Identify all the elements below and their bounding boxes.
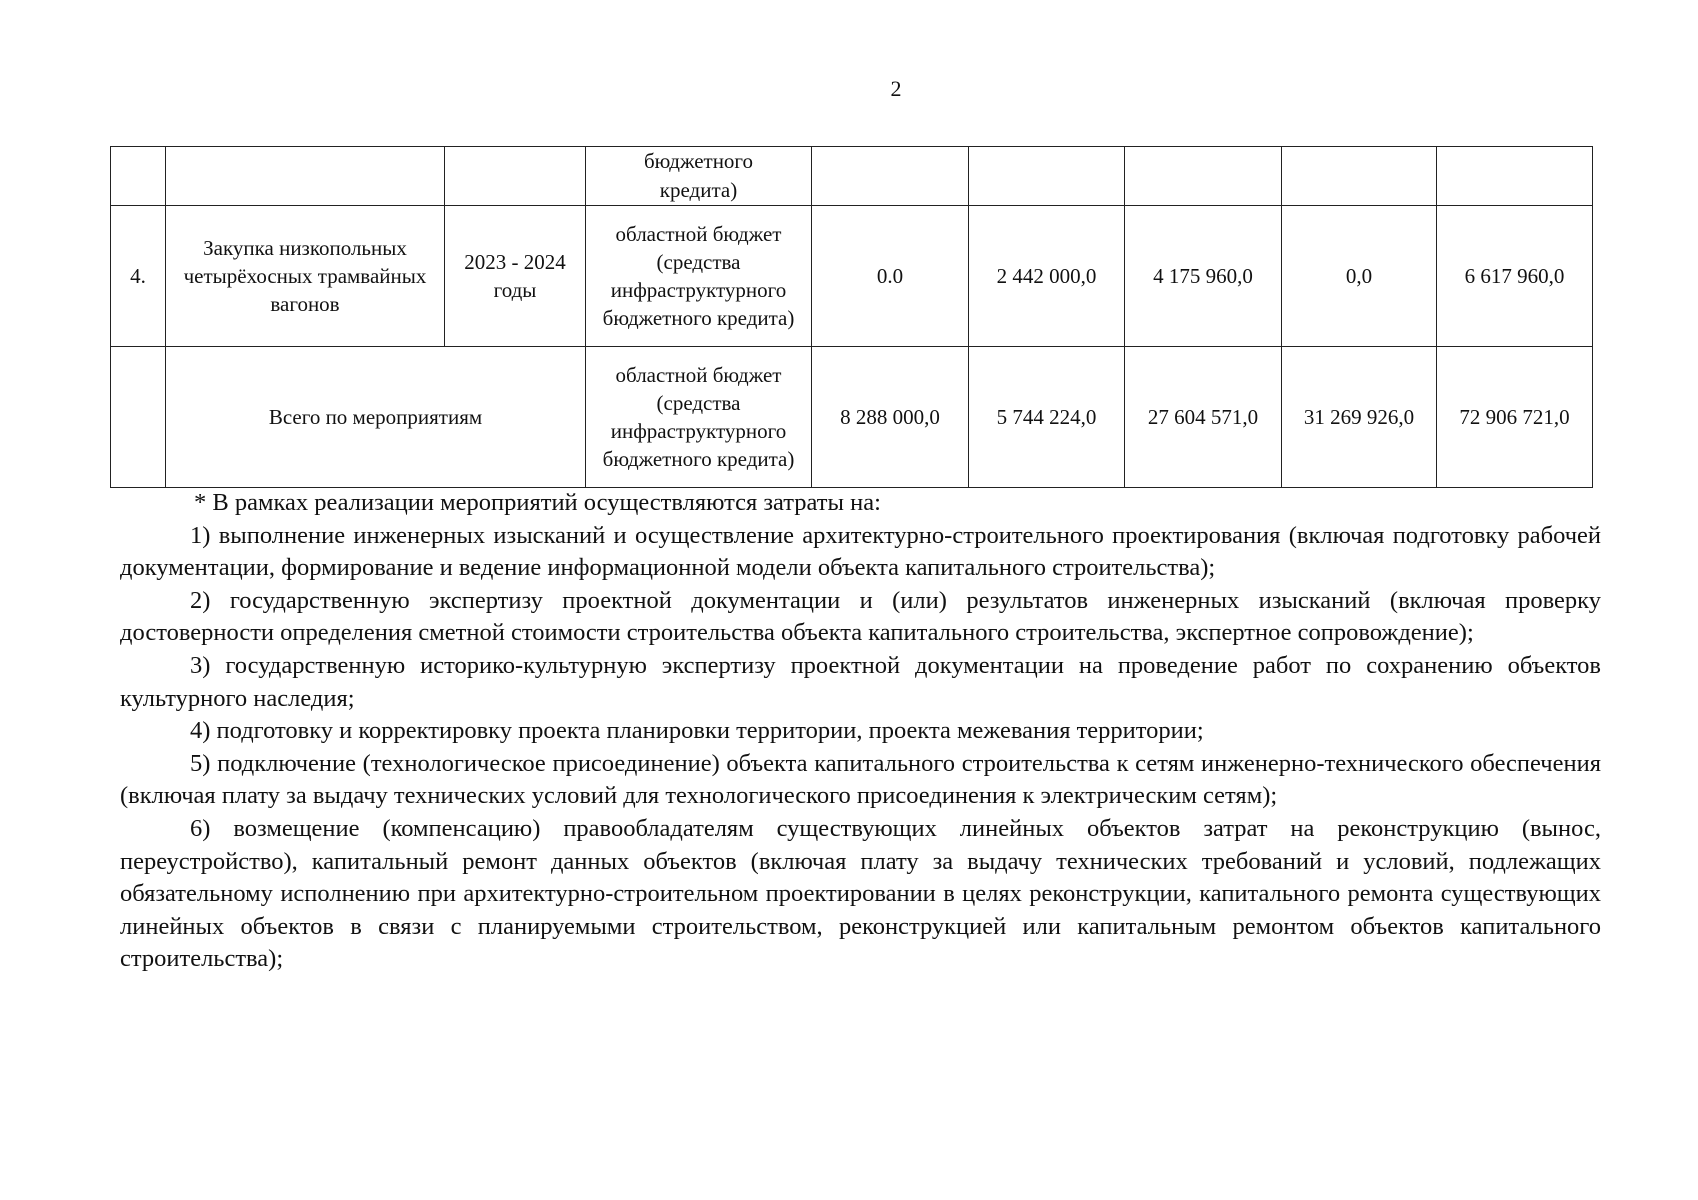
total-number-empty [111, 347, 166, 488]
item-value: 0.0 [812, 206, 969, 347]
total-label: Всего по мероприятиям [166, 347, 586, 488]
item-value: 2 442 000,0 [969, 206, 1125, 347]
footnote-item-6: 6) возмещение (компенсацию) правообладателям существующих линейных объектов затрат на реконструкцию (вынос, переустройство), капитальный ремонт данных объектов (включая плату за выдачу технических требований и условий, подлежащих обязательному исполнению при архитектурно-строительном проектировании в целях реконструкции, капитального ремонта существующих линейных объектов в связи с планируемыми строительством, реконструкцией или капитальным ремонтом объектов капитального строительства); [120, 814, 1601, 973]
total-value: 5 744 224,0 [969, 347, 1125, 488]
footnote-item-3: 3) государственную историко-культурную экспертизу проектной документации на проведение работ по сохранению объектов культурного наследия; [120, 651, 1601, 712]
table-row-total [111, 347, 1593, 488]
footnote-intro: * В рамках реализации мероприятий осуществляются затраты на: [194, 489, 881, 516]
footnote-item-1: 1) выполнение инженерных изысканий и осуществление архитектурно-строительного проектирования (включая подготовку рабочей документации, формирование и ведение информационной модели объекта капитального строительства); [120, 521, 1601, 582]
cell-value-empty [1437, 147, 1593, 206]
item-value-total: 6 617 960,0 [1437, 206, 1593, 347]
cell-period-empty [445, 147, 586, 206]
total-source: областной бюджет (средства инфраструктурного бюджетного кредита) [586, 347, 812, 488]
footnote-item-2: 2) государственную экспертизу проектной документации и (или) результатов инженерных изысканий (включая проверку достоверности определения сметной стоимости строительства объекта капитального строительства, экспертное сопровождение); [120, 586, 1601, 647]
footnote-item-5: 5) подключение (технологическое присоединение) объекта капитального строительства к сетям инженерно-технического обеспечения (включая плату за выдачу технических условий для технологического присоединения к электрическим сетям); [120, 749, 1601, 810]
item-name: Закупка низкопольных четырёхосных трамвайных вагонов [166, 206, 445, 347]
total-value: 31 269 926,0 [1282, 347, 1437, 488]
item-value: 0,0 [1282, 206, 1437, 347]
table-row-continuation [111, 147, 1593, 206]
cell-value-empty [969, 147, 1125, 206]
footnote-item-4: 4) подготовку и корректировку проекта планировки территории, проекта межевания территории; [190, 717, 1204, 745]
total-value-grand: 72 906 721,0 [1437, 347, 1593, 488]
cell-name-empty [166, 147, 445, 206]
total-value: 8 288 000,0 [812, 347, 969, 488]
item-value: 4 175 960,0 [1125, 206, 1282, 347]
budget-table [110, 146, 1593, 488]
item-source: областной бюджет (средства инфраструктурного бюджетного кредита) [586, 206, 812, 347]
cell-number-empty [111, 147, 166, 206]
footnote-section [120, 487, 1601, 976]
cell-source-continuation: бюджетного кредита) [586, 147, 812, 206]
total-value: 27 604 571,0 [1125, 347, 1282, 488]
page-number: 2 [890, 76, 902, 101]
item-period: 2023 - 2024 годы [445, 206, 586, 347]
cell-value-empty [1125, 147, 1282, 206]
cell-value-empty [1282, 147, 1437, 206]
table-row-item-4 [111, 206, 1593, 347]
item-number: 4. [111, 206, 166, 347]
cell-value-empty [812, 147, 969, 206]
